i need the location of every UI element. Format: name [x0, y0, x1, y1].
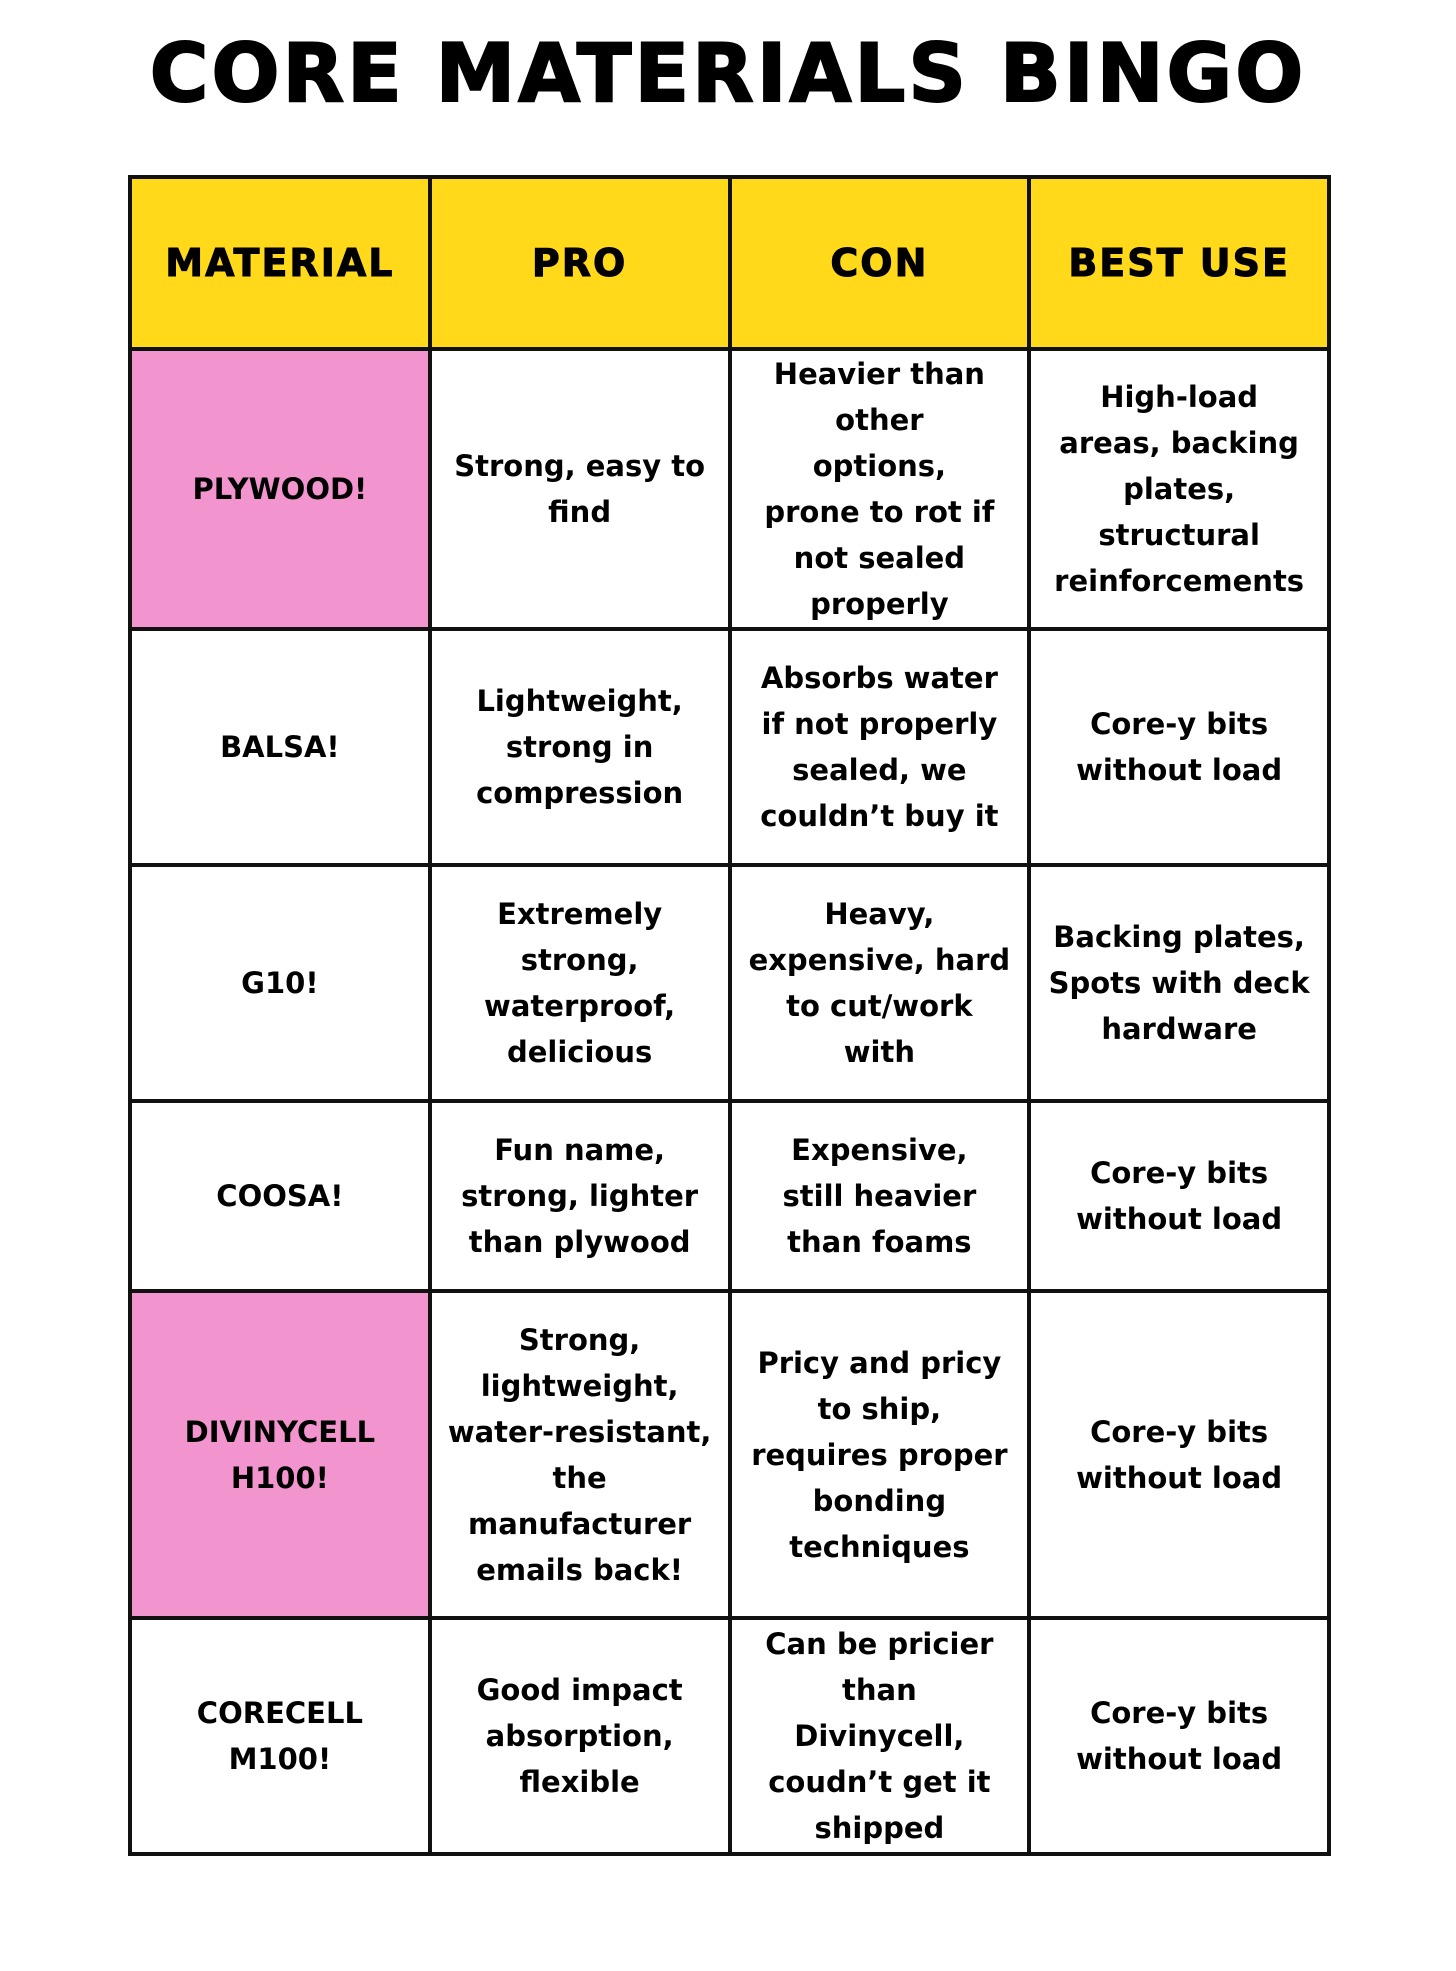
material-cell	[130, 629, 430, 865]
con-text: Pricy and pricy to ship, requires proper bonding techniques	[751, 1345, 1008, 1564]
best-use-text: Core-y bits without load	[1076, 1696, 1283, 1776]
page-title: CORE MATERIALS BINGO	[149, 27, 1307, 120]
material-cell	[130, 1101, 430, 1291]
material-name: BALSA!	[220, 730, 340, 764]
pro-cell	[430, 1618, 730, 1854]
pro-text: Strong, easy to find	[454, 449, 706, 529]
header-best-use: BEST USE	[1029, 177, 1329, 349]
con-text: Can be pricier than Divinycell, coudn’t get it shipped	[765, 1627, 994, 1845]
con-cell	[730, 1618, 1030, 1854]
best-use-text: Core-y bits without load	[1076, 707, 1283, 787]
material-name: COOSA!	[216, 1179, 344, 1213]
con-cell	[730, 1101, 1030, 1291]
con-text: Absorbs water if not properly sealed, we couldn’t buy it	[760, 661, 999, 833]
bingo-table	[128, 175, 1331, 1856]
con-text: Heavy, expensive, hard to cut/work with	[748, 897, 1011, 1069]
best-use-cell	[1029, 1618, 1329, 1854]
con-cell	[730, 629, 1030, 865]
material-cell	[130, 1291, 430, 1618]
con-text: Heavier than other options, prone to rot if not sealed properly	[764, 357, 995, 621]
pro-text: Lightweight, strong in compression	[476, 684, 684, 810]
best-use-cell	[1029, 629, 1329, 865]
best-use-cell	[1029, 865, 1329, 1101]
best-use-cell	[1029, 1101, 1329, 1291]
table-row	[130, 1101, 1329, 1291]
best-use-text: Backing plates, Spots with deck hardware	[1048, 920, 1310, 1046]
pro-cell	[430, 349, 730, 629]
pro-cell	[430, 629, 730, 865]
table-row	[130, 865, 1329, 1101]
best-use-text: Core-y bits without load	[1076, 1414, 1283, 1495]
header-material: MATERIAL	[130, 177, 430, 349]
material-name: DIVINYCELL H100!	[184, 1414, 376, 1495]
best-use-cell	[1029, 1291, 1329, 1618]
header-pro: PRO	[430, 177, 730, 349]
material-name: CORECELL M100!	[196, 1696, 363, 1776]
con-cell	[730, 1291, 1030, 1618]
table-row	[130, 1291, 1329, 1618]
material-name: G10!	[241, 966, 319, 1000]
con-text: Expensive, still heavier than foams	[782, 1133, 977, 1259]
best-use-cell	[1029, 349, 1329, 629]
pro-text: Good impact absorption, flexible	[476, 1673, 683, 1799]
con-cell	[730, 349, 1030, 629]
pro-cell	[430, 1101, 730, 1291]
best-use-text: High-load areas, backing plates, structural reinforcements	[1054, 380, 1305, 598]
material-cell	[130, 865, 430, 1101]
table-row	[130, 1618, 1329, 1854]
pro-text: Extremely strong, waterproof, delicious	[484, 897, 676, 1069]
pro-text: Fun name, strong, lighter than plywood	[461, 1133, 699, 1259]
material-name: PLYWOOD!	[192, 472, 368, 506]
pro-cell	[430, 865, 730, 1101]
header-con: CON	[730, 177, 1030, 349]
con-cell	[730, 865, 1030, 1101]
best-use-text: Core-y bits without load	[1076, 1156, 1283, 1236]
header-row	[130, 177, 1329, 349]
material-cell	[130, 1618, 430, 1854]
pro-text: Strong, lightweight, water-resistant, the manufacturer emails back!	[447, 1322, 712, 1587]
material-cell	[130, 349, 430, 629]
table-row	[130, 629, 1329, 865]
table-row	[130, 349, 1329, 629]
pro-cell	[430, 1291, 730, 1618]
